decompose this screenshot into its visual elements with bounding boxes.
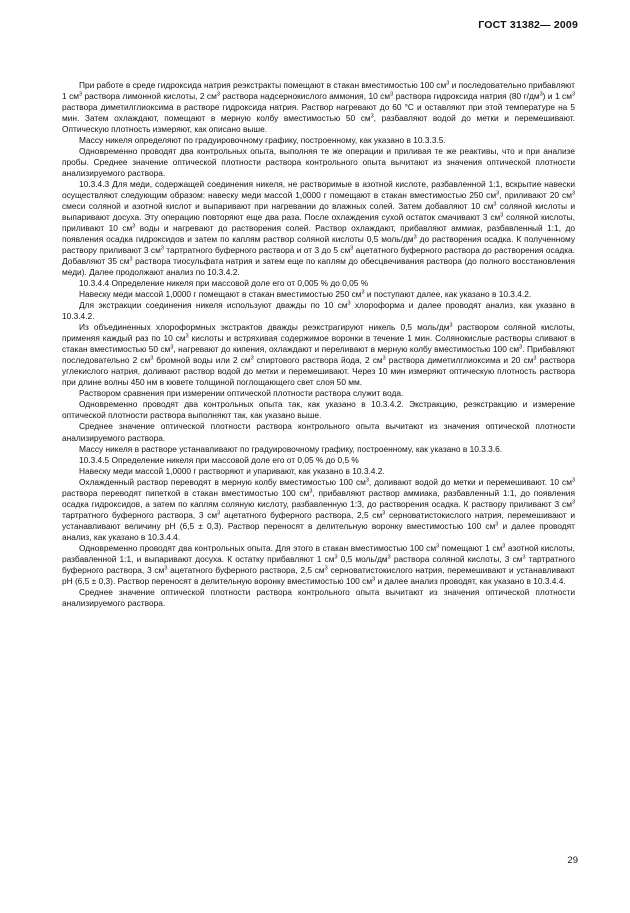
paragraph: Массу никеля определяют по градуировочному графику, построенному, как указано в 10.3.3.5. (79, 135, 446, 146)
paragraph: При работе в среде гидроксида натрия реэкстракты помещают в стакан вместимостью 100 $см^3$ и последовательно прибавляют 1 $см^3$ раствора лимонной кислоты, 2 $см^3$ раствора надсернокислого аммония, 10 $см^3$ раствора гидроксида натрия (80 $г/дм^3$) и 1 $см^3$ раствора диметилглиоксима в растворе гидроксида натрия. Раствор нагревают до 60 °C и оставляют при этой температуре на 5 мин. Затем охлаждают, помещают в мерную колбу вместимостью 50 $см^3$, разбавляют водой до метки и перемешивают. Оптическую плотность измеряют, как описано выше. (62, 80, 576, 135)
paragraph: Одновременно проводят два контрольных опыта. Для этого в стакан вместимостью 100 $см^3$ помещают 1 $см^3$ азотной кислоты, разбавленной 1:1, и выпаривают досуха. К остатку прибавляют 1 $см^3$ 0,5 моль/$дм^3$ раствора соляной кислоты, 3 $см^3$ тартратного буферного раствора, 3 $см^3$ ацетатного буферного раствора, 2,5 $см^3$ серноватистокислого натрия, перемешивают и устанавливают pH (6,5 ± 0,3). Раствор переносят в делительную воронку вместимостью 100 $см^3$ и далее анализ проводят, как указано в 10.3.4.4. (62, 542, 575, 586)
paragraph: Одновременно проводят два контрольных опыта так, как указано в 10.3.4.2. Экстракцию, реэкстракцию и измерение оптической плотности раствора выполняют так, как указано выше. (62, 399, 575, 421)
page-number: 29 (567, 855, 578, 866)
paragraph: Раствором сравнения при измерении оптической плотности раствора служит вода. (79, 388, 404, 399)
paragraph: Одновременно проводят два контрольных опыта, выполняя те же операции и приливая те же реактивы, что и при анализе пробы. Среднее значение оптической плотности раствора контрольного опыта вычитают из значения оптической плотности анализируемого раствора. (62, 146, 575, 179)
document-standard-id: ГОСТ 31382— 2009 (478, 19, 578, 31)
section-heading: 10.3.4.5 Определение никеля при массовой доле его от 0,05 % до 0,5 % (79, 454, 359, 465)
section-heading: 10.3.4.4 Определение никеля при массовой доле его от 0,005 % до 0,05 % (79, 278, 369, 289)
paragraph: Среднее значение оптической плотности раствора контрольного опыта вычитают из значения оптической плотности анализируемого раствора. (62, 586, 575, 608)
paragraph: Массу никеля в растворе устанавливают по градуировочному графику, построенному, как указано в 10.3.3.6. (79, 443, 503, 454)
paragraph: Навеску меди массой 1,0000 г помещают в стакан вместимостью 250 $см^3$ и поступают далее, как указано в 10.3.4.2. (79, 289, 532, 300)
paragraph: Из объединенных хлороформных экстрактов дважды реэкстрагируют никель 0,5 моль/$дм^3$ раствором соляной кислоты, применяя каждый раз по 10 $см^3$ кислоты и встряхивая содержимое воронки в течение 1 мин. Солянокислые растворы сливают в стакан вместимостью 50 $см^3$, нагревают до кипения, охлаждают и переливают в мерную колбу вместимостью 100 $см^3$. Прибавляют последовательно 2 $см^3$ бромной воды или 2 $см^3$ спиртового раствора йода, 2 $см^3$ раствора диметилглиоксима и 20 $см^3$ раствора углекислого натрия, доливают раствор водой до метки и перемешивают. Через 10 мин измеряют оптическую плотность раствора при длине волны 450 нм в кювете толщиной поглощающего свет слоя 50 мм. (62, 322, 576, 388)
paragraph: Навеску меди массой 1,0000 г растворяют и упаривают, как указано в 10.3.4.2. (79, 465, 385, 476)
body-text (62, 80, 575, 609)
paragraph: 10.3.4.3 Для меди, содержащей соединения никеля, не растворимые в азотной кислоте, разбавленной 1:1, вскрытие навески осуществляют следующим образом: навеску меди массой 1,0000 г помещают в стакан вместимостью 250 $см^3$, приливают 20 $см^3$ смеси соляной и азотной кислот и выпаривают при нагревании до влажных солей. Затем добавляют 10 $см^3$ соляной кислоты и выпаривают досуха. Эту операцию повторяют еще два раза. После охлаждения сухой остаток смачивают 3 $см^3$ соляной кислоты, приливают 10 $см^3$ воды и нагревают до растворения солей. Раствор охлаждают, прибавляют аммиак, разбавленный 1:1, до появления осадка гидроксидов и затем по каплям раствор соляной кислоты 0,5 моль/$дм^3$ до растворения осадка. К полученному раствору приливают 3 $см^3$ тартратного буферного раствора и от 3 до 5 $см^3$ ацетатного буферного раствора до растворения осадка. Добавляют 35 $см^3$ раствора тиосульфата натрия и затем еще по каплям до обесцвечивания раствора (до полного восстановления меди). Далее продолжают анализ по 10.3.4.2. (62, 179, 575, 278)
paragraph: Для экстракции соединения никеля используют дважды по 10 $см^3$ хлороформа и далее проводят анализ, как указано в 10.3.4.2. (62, 300, 575, 322)
paragraph: Среднее значение оптической плотности раствора контрольного опыта вычитают из значения оптической плотности анализируемого раствора. (62, 421, 575, 443)
paragraph: Охлажденный раствор переводят в мерную колбу вместимостью 100 $см^3$, доливают водой до метки и перемешивают. 10 $см^3$ раствора переводят пипеткой в стакан вместимостью 100 $см^3$, прибавляют раствор аммиака, разбавленный 1:1, до появления осадка гидроксидов, а затем по каплям соляную кислоту, разбавленную 1:3, до растворения осадка. К раствору приливают 3 $см^3$ тартратного буферного раствора, 3 $см^3$ ацетатного буферного раствора, 2,5 $см^3$ серноватистокислого натрия, перемешивают и устанавливают величину pH (6,5 ± 0,3). Раствор переносят в делительную воронку вместимостью 100 $см^3$ и далее проводят анализ, как указано в 10.3.4.4. (62, 476, 576, 542)
